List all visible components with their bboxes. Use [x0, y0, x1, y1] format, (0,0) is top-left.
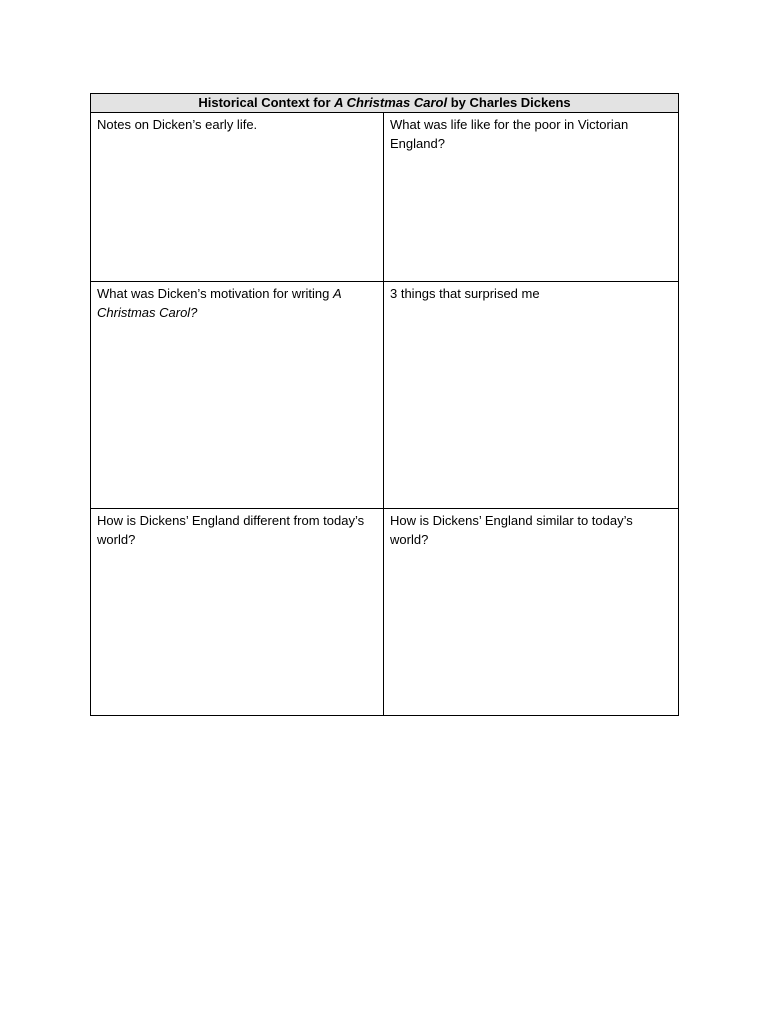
cell-different-prompt: How is Dickens’ England different from today’s world?	[97, 513, 365, 547]
cell-different[interactable]	[91, 509, 384, 716]
cell-motivation[interactable]	[91, 282, 384, 509]
table-title	[91, 94, 679, 113]
cell-similar-prompt: How is Dickens’ England similar to today’s world?	[390, 513, 633, 547]
cell-surprises-prompt: 3 things that surprised me	[390, 286, 540, 301]
cell-similar[interactable]	[384, 509, 679, 716]
table-row	[91, 282, 679, 509]
cell-early-life[interactable]	[91, 113, 384, 282]
historical-context-table	[90, 93, 679, 716]
cell-motivation-prompt: What was Dicken’s motivation for writing	[97, 286, 334, 301]
cell-early-life-prompt: Notes on Dicken’s early life.	[97, 117, 258, 132]
table-row	[91, 113, 679, 282]
cell-surprises[interactable]	[384, 282, 679, 509]
table-row	[91, 509, 679, 716]
cell-poor-life-prompt: What was life like for the poor in Victorian England?	[390, 117, 629, 151]
title-suffix: by Charles Dickens	[447, 95, 571, 110]
title-book: A Christmas Carol	[334, 95, 448, 110]
cell-motivation-book: A Christmas Carol?	[97, 286, 342, 320]
cell-poor-life[interactable]	[384, 113, 679, 282]
title-prefix: Historical Context for	[198, 95, 335, 110]
table-header-row	[91, 94, 679, 113]
